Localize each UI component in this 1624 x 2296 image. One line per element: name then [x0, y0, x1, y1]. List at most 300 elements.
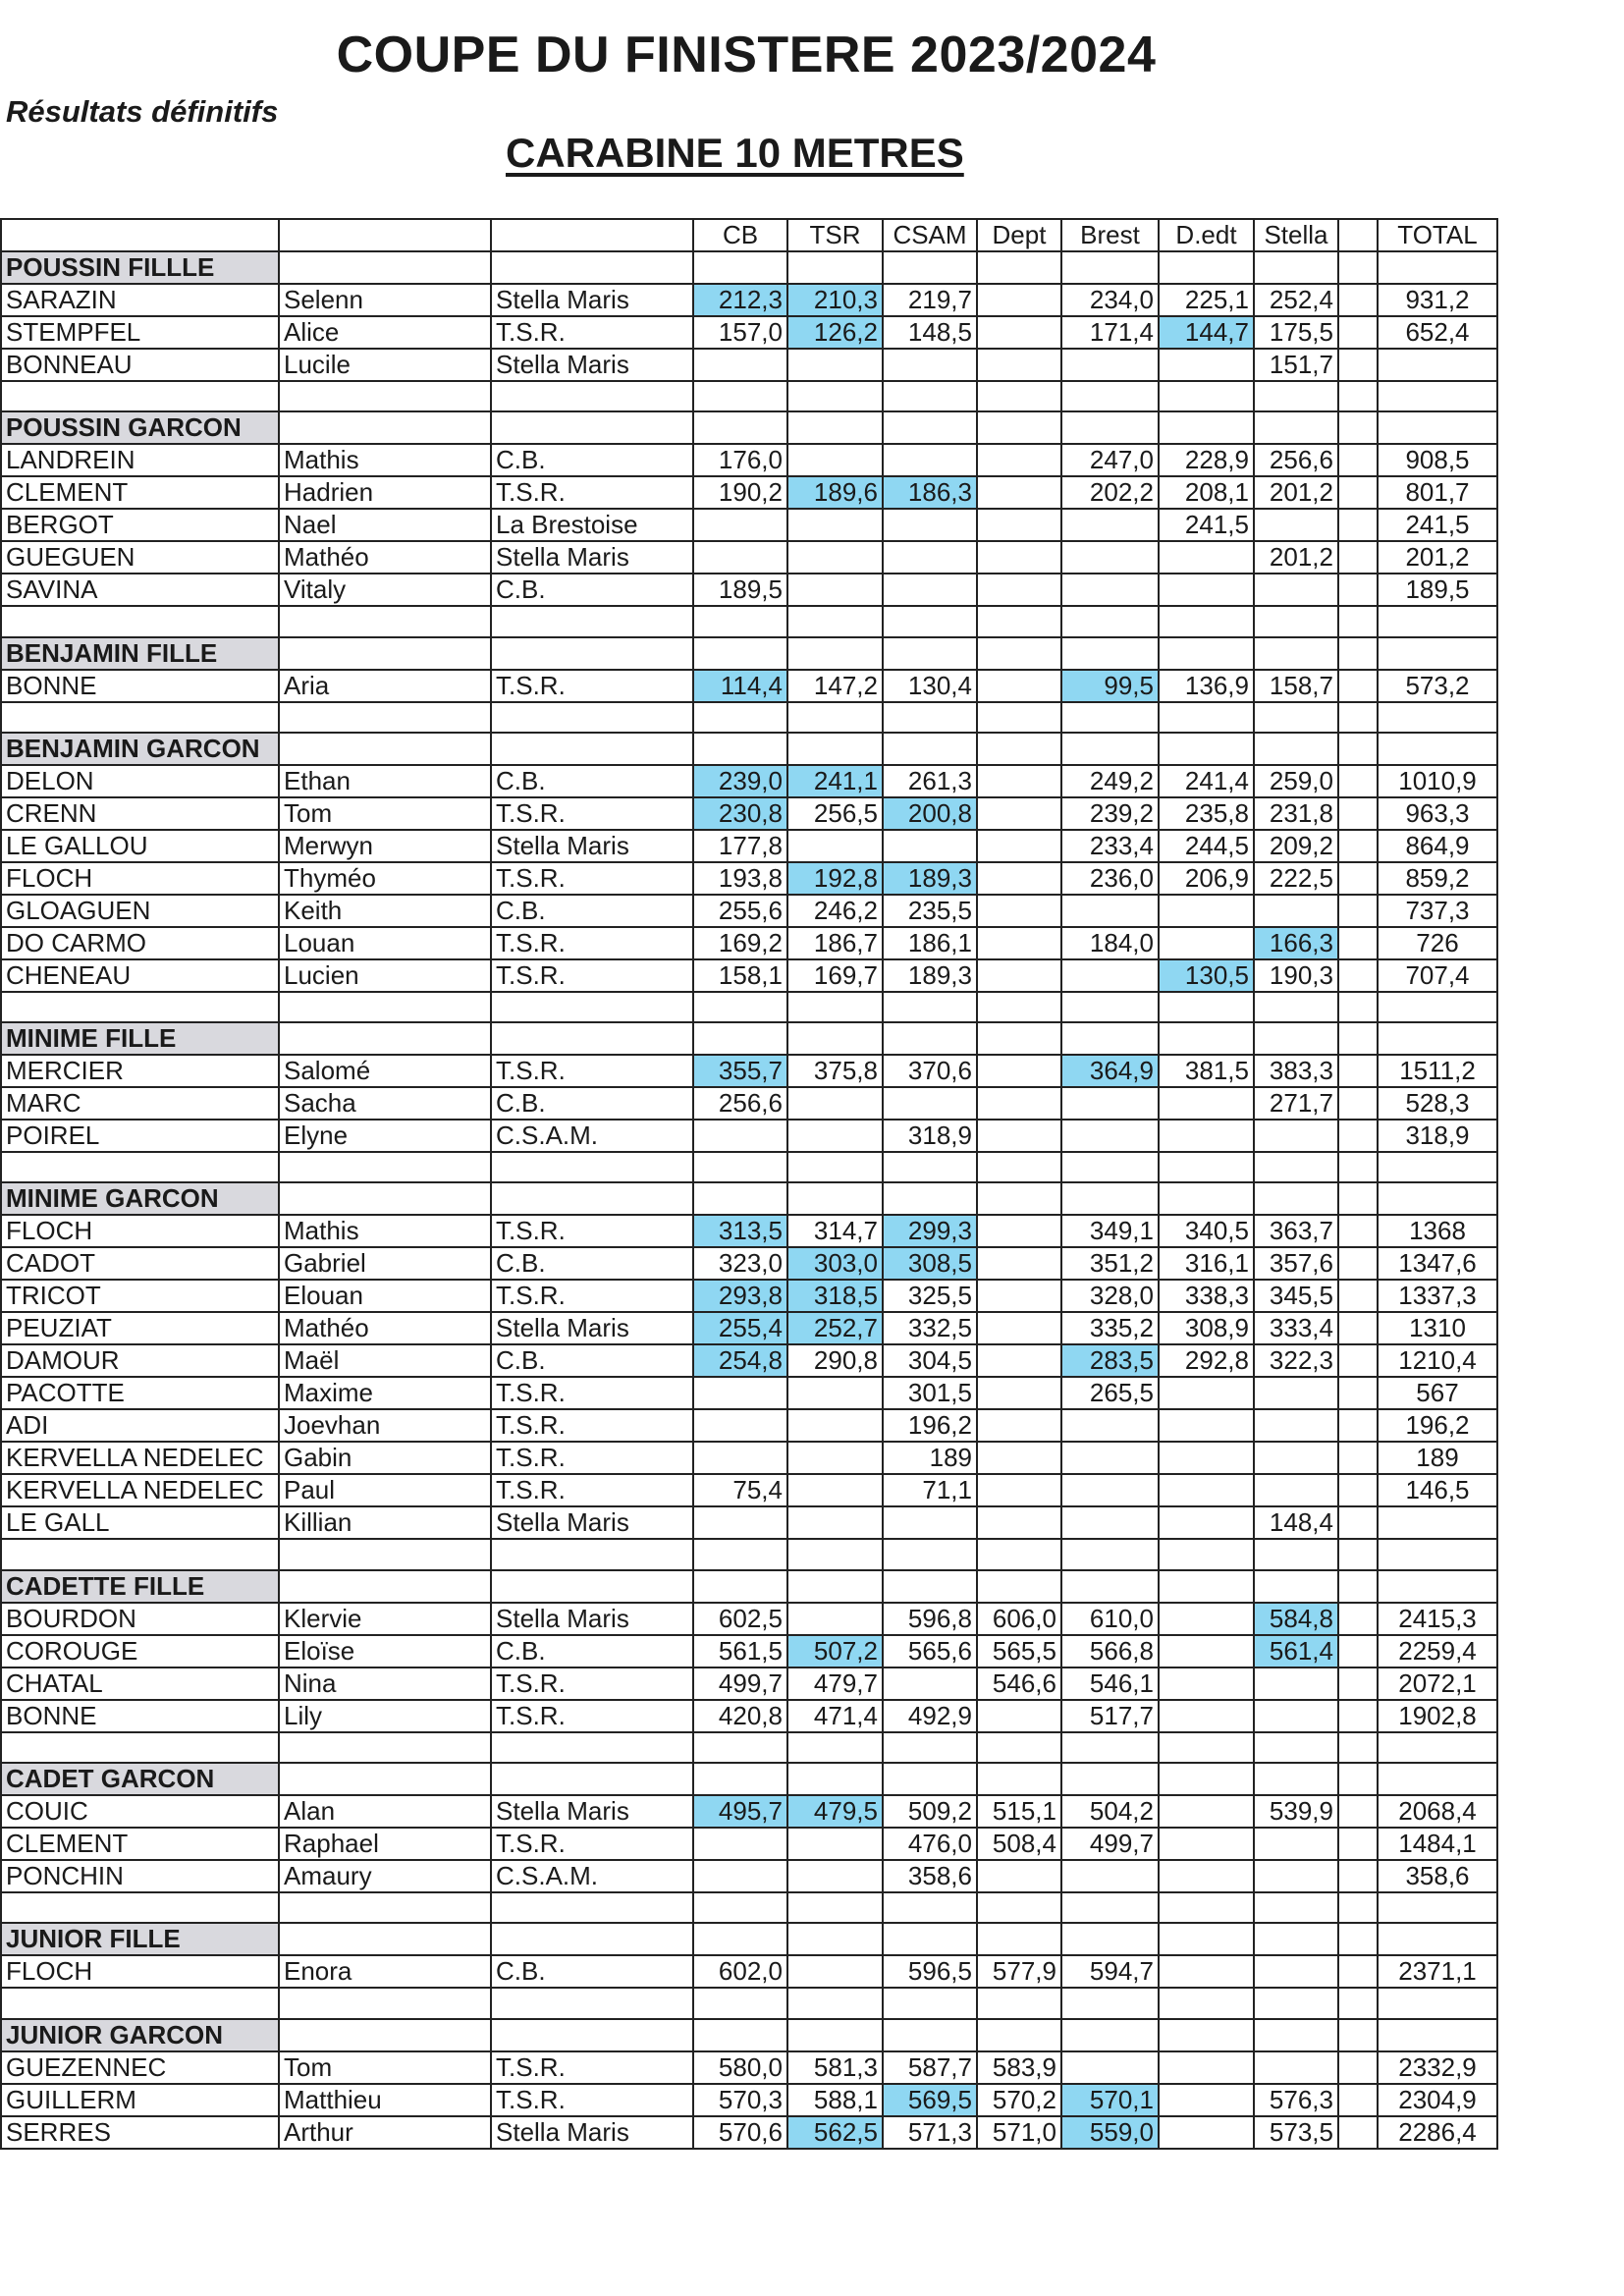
- first-name: Klervie: [279, 1603, 491, 1635]
- empty-cell: [1159, 2019, 1254, 2051]
- empty-cell: [1338, 637, 1378, 670]
- empty-cell: [1254, 2019, 1338, 2051]
- empty-cell: [1, 1892, 279, 1923]
- score-cell: [787, 1474, 883, 1506]
- empty-cell: [693, 1152, 787, 1182]
- column-header: [491, 219, 693, 251]
- club-name: C.B.: [491, 895, 693, 927]
- score-cell: [977, 1247, 1061, 1280]
- empty-cell: [1061, 1763, 1159, 1795]
- score-cell: 210,3: [787, 284, 883, 316]
- club-name: Stella Maris: [491, 349, 693, 381]
- score-cell: 222,5: [1254, 862, 1338, 895]
- first-name: Elouan: [279, 1280, 491, 1312]
- score-cell: 176,0: [693, 444, 787, 476]
- empty-cell: [787, 1923, 883, 1955]
- empty-cell: [1338, 2116, 1378, 2149]
- score-cell: [1159, 1506, 1254, 1539]
- score-cell: [1159, 2084, 1254, 2116]
- empty-cell: [1338, 1795, 1378, 1828]
- total-cell: 189,5: [1378, 574, 1497, 606]
- score-cell: [977, 830, 1061, 862]
- score-cell: [1061, 895, 1159, 927]
- table-row: [1, 862, 1497, 895]
- total-cell: 1347,6: [1378, 1247, 1497, 1280]
- empty-cell: [1159, 992, 1254, 1022]
- score-cell: 235,8: [1159, 797, 1254, 830]
- score-cell: 241,1: [787, 765, 883, 797]
- empty-cell: [977, 1923, 1061, 1955]
- score-cell: [1254, 1377, 1338, 1409]
- score-cell: [883, 1506, 977, 1539]
- last-name: DELON: [1, 765, 279, 797]
- score-cell: [1254, 1120, 1338, 1152]
- empty-cell: [1338, 1955, 1378, 1988]
- empty-cell: [279, 606, 491, 636]
- score-cell: 256,5: [787, 797, 883, 830]
- club-name: T.S.R.: [491, 797, 693, 830]
- spacer-row: [1, 1988, 1497, 2018]
- first-name: Paul: [279, 1474, 491, 1506]
- column-header: CSAM: [883, 219, 977, 251]
- empty-cell: [977, 1182, 1061, 1215]
- score-cell: [693, 1506, 787, 1539]
- empty-cell: [1061, 1022, 1159, 1055]
- last-name: CHATAL: [1, 1667, 279, 1700]
- score-cell: [977, 1280, 1061, 1312]
- score-cell: 492,9: [883, 1700, 977, 1732]
- empty-cell: [1378, 1988, 1497, 2018]
- score-cell: 193,8: [693, 862, 787, 895]
- empty-cell: [1338, 1570, 1378, 1603]
- empty-cell: [1338, 606, 1378, 636]
- score-cell: 186,3: [883, 476, 977, 509]
- last-name: LE GALLOU: [1, 830, 279, 862]
- category-row: [1, 1570, 1497, 1603]
- table-row: [1, 1667, 1497, 1700]
- score-cell: [977, 1344, 1061, 1377]
- first-name: Louan: [279, 927, 491, 959]
- score-cell: 169,7: [787, 959, 883, 992]
- first-name: Lucile: [279, 349, 491, 381]
- empty-cell: [1254, 251, 1338, 284]
- score-cell: 515,1: [977, 1795, 1061, 1828]
- empty-cell: [1, 702, 279, 733]
- score-cell: 355,7: [693, 1055, 787, 1087]
- score-cell: [1159, 1603, 1254, 1635]
- category-label: BENJAMIN GARCON: [1, 733, 279, 765]
- club-name: La Brestoise: [491, 509, 693, 541]
- score-cell: [1159, 1860, 1254, 1892]
- score-cell: [787, 1860, 883, 1892]
- empty-cell: [883, 1570, 977, 1603]
- total-cell: 2259,4: [1378, 1635, 1497, 1667]
- score-cell: [1159, 541, 1254, 574]
- score-cell: [977, 1700, 1061, 1732]
- table-row: [1, 1280, 1497, 1312]
- score-cell: 99,5: [1061, 670, 1159, 702]
- score-cell: 570,6: [693, 2116, 787, 2149]
- table-row: [1, 1474, 1497, 1506]
- empty-cell: [693, 1892, 787, 1923]
- score-cell: [883, 444, 977, 476]
- empty-cell: [693, 1182, 787, 1215]
- score-cell: 325,5: [883, 1280, 977, 1312]
- empty-cell: [1061, 1923, 1159, 1955]
- empty-cell: [1159, 381, 1254, 411]
- last-name: BOURDON: [1, 1603, 279, 1635]
- score-cell: [1254, 1474, 1338, 1506]
- score-cell: [1061, 1442, 1159, 1474]
- empty-cell: [1338, 1506, 1378, 1539]
- score-cell: 236,0: [1061, 862, 1159, 895]
- empty-cell: [1338, 1442, 1378, 1474]
- last-name: GUEZENNEC: [1, 2051, 279, 2084]
- empty-cell: [693, 2019, 787, 2051]
- empty-cell: [883, 1892, 977, 1923]
- empty-cell: [1159, 1570, 1254, 1603]
- score-cell: [693, 1860, 787, 1892]
- empty-cell: [1254, 381, 1338, 411]
- empty-cell: [1378, 1152, 1497, 1182]
- score-cell: 148,5: [883, 316, 977, 349]
- score-cell: 206,9: [1159, 862, 1254, 895]
- last-name: CADOT: [1, 1247, 279, 1280]
- score-cell: [1254, 1442, 1338, 1474]
- empty-cell: [1338, 2019, 1378, 2051]
- empty-cell: [1, 992, 279, 1022]
- club-name: T.S.R.: [491, 1828, 693, 1860]
- empty-cell: [977, 411, 1061, 444]
- empty-cell: [1254, 606, 1338, 636]
- score-cell: [1254, 1700, 1338, 1732]
- last-name: PEUZIAT: [1, 1312, 279, 1344]
- score-cell: [977, 1055, 1061, 1087]
- score-cell: 357,6: [1254, 1247, 1338, 1280]
- last-name: TRICOT: [1, 1280, 279, 1312]
- club-name: C.B.: [491, 574, 693, 606]
- score-cell: [787, 349, 883, 381]
- empty-cell: [883, 1923, 977, 1955]
- score-cell: 231,8: [1254, 797, 1338, 830]
- last-name: GUEGUEN: [1, 541, 279, 574]
- table-row: [1, 2051, 1497, 2084]
- score-cell: 351,2: [1061, 1247, 1159, 1280]
- score-cell: 479,7: [787, 1667, 883, 1700]
- last-name: BONNEAU: [1, 349, 279, 381]
- first-name: Hadrien: [279, 476, 491, 509]
- empty-cell: [1378, 1539, 1497, 1569]
- empty-cell: [693, 1732, 787, 1763]
- table-row: [1, 765, 1497, 797]
- score-cell: 177,8: [693, 830, 787, 862]
- score-cell: 573,5: [1254, 2116, 1338, 2149]
- last-name: PACOTTE: [1, 1377, 279, 1409]
- score-cell: 190,2: [693, 476, 787, 509]
- last-name: GLOAGUEN: [1, 895, 279, 927]
- category-label: POUSSIN GARCON: [1, 411, 279, 444]
- score-cell: 570,1: [1061, 2084, 1159, 2116]
- empty-cell: [1338, 381, 1378, 411]
- last-name: DAMOUR: [1, 1344, 279, 1377]
- last-name: FLOCH: [1, 862, 279, 895]
- column-header: Stella: [1254, 219, 1338, 251]
- score-cell: [787, 509, 883, 541]
- category-label: MINIME GARCON: [1, 1182, 279, 1215]
- club-name: T.S.R.: [491, 1280, 693, 1312]
- page-subtitle: Résultats définitifs: [6, 94, 279, 129]
- empty-cell: [1338, 1732, 1378, 1763]
- spacer-row: [1, 1539, 1497, 1569]
- empty-cell: [279, 1923, 491, 1955]
- last-name: KERVELLA NEDELEC: [1, 1442, 279, 1474]
- first-name: Arthur: [279, 2116, 491, 2149]
- empty-cell: [1378, 1763, 1497, 1795]
- score-cell: [977, 927, 1061, 959]
- score-cell: [1254, 509, 1338, 541]
- empty-cell: [787, 606, 883, 636]
- score-cell: [883, 1087, 977, 1120]
- table-row: [1, 1247, 1497, 1280]
- first-name: Salomé: [279, 1055, 491, 1087]
- empty-cell: [787, 1892, 883, 1923]
- empty-cell: [977, 1022, 1061, 1055]
- spacer-row: [1, 1892, 1497, 1923]
- table-row: [1, 1055, 1497, 1087]
- club-name: T.S.R.: [491, 1442, 693, 1474]
- score-cell: 151,7: [1254, 349, 1338, 381]
- table-row: [1, 509, 1497, 541]
- first-name: Raphael: [279, 1828, 491, 1860]
- spacer-row: [1, 1732, 1497, 1763]
- first-name: Matthieu: [279, 2084, 491, 2116]
- last-name: GUILLERM: [1, 2084, 279, 2116]
- score-cell: [1061, 2051, 1159, 2084]
- empty-cell: [1061, 1892, 1159, 1923]
- empty-cell: [787, 1022, 883, 1055]
- empty-cell: [1159, 1182, 1254, 1215]
- empty-cell: [693, 606, 787, 636]
- empty-cell: [1338, 1055, 1378, 1087]
- score-cell: [1159, 2116, 1254, 2149]
- empty-cell: [1159, 1923, 1254, 1955]
- empty-cell: [1378, 1570, 1497, 1603]
- score-cell: [977, 284, 1061, 316]
- score-cell: [787, 574, 883, 606]
- empty-cell: [491, 733, 693, 765]
- table-row: [1, 1955, 1497, 1988]
- club-name: T.S.R.: [491, 1377, 693, 1409]
- last-name: FLOCH: [1, 1215, 279, 1247]
- score-cell: 304,5: [883, 1344, 977, 1377]
- score-cell: 219,7: [883, 284, 977, 316]
- empty-cell: [491, 1988, 693, 2018]
- empty-cell: [1061, 702, 1159, 733]
- table-row: [1, 541, 1497, 574]
- empty-cell: [883, 1152, 977, 1182]
- score-cell: [1159, 895, 1254, 927]
- score-cell: [977, 765, 1061, 797]
- empty-cell: [1338, 574, 1378, 606]
- empty-cell: [883, 1763, 977, 1795]
- score-cell: 175,5: [1254, 316, 1338, 349]
- score-cell: [977, 797, 1061, 830]
- score-cell: [1159, 1700, 1254, 1732]
- score-cell: [977, 541, 1061, 574]
- club-name: C.S.A.M.: [491, 1120, 693, 1152]
- empty-cell: [1338, 1988, 1378, 2018]
- empty-cell: [693, 1570, 787, 1603]
- empty-cell: [693, 992, 787, 1022]
- first-name: Elyne: [279, 1120, 491, 1152]
- empty-cell: [491, 1570, 693, 1603]
- empty-cell: [1254, 637, 1338, 670]
- empty-cell: [977, 1539, 1061, 1569]
- table-row: [1, 1860, 1497, 1892]
- score-cell: [883, 509, 977, 541]
- category-label: CADET GARCON: [1, 1763, 279, 1795]
- empty-cell: [1254, 1732, 1338, 1763]
- last-name: ADI: [1, 1409, 279, 1442]
- score-cell: [787, 1377, 883, 1409]
- score-cell: [977, 1377, 1061, 1409]
- empty-cell: [1254, 702, 1338, 733]
- category-row: [1, 733, 1497, 765]
- empty-cell: [1061, 1182, 1159, 1215]
- total-cell: 2415,3: [1378, 1603, 1497, 1635]
- score-cell: 234,0: [1061, 284, 1159, 316]
- empty-cell: [1, 1732, 279, 1763]
- score-cell: 596,5: [883, 1955, 977, 1988]
- first-name: Vitaly: [279, 574, 491, 606]
- score-cell: [1159, 1442, 1254, 1474]
- empty-cell: [279, 702, 491, 733]
- empty-cell: [1, 1152, 279, 1182]
- total-cell: 908,5: [1378, 444, 1497, 476]
- first-name: Nael: [279, 509, 491, 541]
- empty-cell: [1338, 1892, 1378, 1923]
- empty-cell: [279, 381, 491, 411]
- discipline-heading: CARABINE 10 METRES: [506, 130, 964, 176]
- empty-cell: [491, 1892, 693, 1923]
- empty-cell: [1378, 637, 1497, 670]
- category-label: JUNIOR FILLE: [1, 1923, 279, 1955]
- score-cell: 208,1: [1159, 476, 1254, 509]
- score-cell: 235,5: [883, 895, 977, 927]
- score-cell: [977, 1506, 1061, 1539]
- club-name: C.B.: [491, 765, 693, 797]
- column-header: D.edt: [1159, 219, 1254, 251]
- empty-cell: [1061, 381, 1159, 411]
- empty-cell: [1159, 1763, 1254, 1795]
- score-cell: [977, 349, 1061, 381]
- first-name: Amaury: [279, 1860, 491, 1892]
- empty-cell: [1254, 1152, 1338, 1182]
- empty-cell: [693, 381, 787, 411]
- empty-cell: [883, 2019, 977, 2051]
- empty-cell: [1254, 1539, 1338, 1569]
- score-cell: [1159, 1795, 1254, 1828]
- empty-cell: [787, 1152, 883, 1182]
- score-cell: 75,4: [693, 1474, 787, 1506]
- first-name: Alice: [279, 316, 491, 349]
- total-cell: 2371,1: [1378, 1955, 1497, 1988]
- score-cell: 255,4: [693, 1312, 787, 1344]
- empty-cell: [787, 251, 883, 284]
- score-cell: 130,5: [1159, 959, 1254, 992]
- last-name: STEMPFEL: [1, 316, 279, 349]
- score-cell: 587,7: [883, 2051, 977, 2084]
- empty-cell: [1338, 797, 1378, 830]
- score-cell: 252,7: [787, 1312, 883, 1344]
- score-cell: 565,5: [977, 1635, 1061, 1667]
- empty-cell: [1338, 316, 1378, 349]
- club-name: T.S.R.: [491, 316, 693, 349]
- empty-cell: [1338, 2051, 1378, 2084]
- spacer-row: [1, 606, 1497, 636]
- table-row: [1, 574, 1497, 606]
- empty-cell: [1338, 1763, 1378, 1795]
- score-cell: [977, 1409, 1061, 1442]
- empty-cell: [1061, 2019, 1159, 2051]
- table-row: [1, 1506, 1497, 1539]
- score-cell: [977, 316, 1061, 349]
- score-cell: 583,9: [977, 2051, 1061, 2084]
- first-name: Eloïse: [279, 1635, 491, 1667]
- empty-cell: [883, 1732, 977, 1763]
- last-name: BONNE: [1, 670, 279, 702]
- score-cell: [977, 1087, 1061, 1120]
- score-cell: [1159, 1120, 1254, 1152]
- score-cell: 241,4: [1159, 765, 1254, 797]
- score-cell: 479,5: [787, 1795, 883, 1828]
- table-row: [1, 1409, 1497, 1442]
- club-name: T.S.R.: [491, 2051, 693, 2084]
- score-cell: 171,4: [1061, 316, 1159, 349]
- first-name: Thyméo: [279, 862, 491, 895]
- last-name: FLOCH: [1, 1955, 279, 1988]
- club-name: T.S.R.: [491, 1700, 693, 1732]
- empty-cell: [1338, 284, 1378, 316]
- club-name: Stella Maris: [491, 541, 693, 574]
- empty-cell: [491, 606, 693, 636]
- score-cell: 166,3: [1254, 927, 1338, 959]
- table-row: [1, 927, 1497, 959]
- score-cell: 581,3: [787, 2051, 883, 2084]
- score-cell: [1061, 1474, 1159, 1506]
- category-label: CADETTE FILLE: [1, 1570, 279, 1603]
- total-cell: 2286,4: [1378, 2116, 1497, 2149]
- table-row: [1, 1635, 1497, 1667]
- score-cell: 383,3: [1254, 1055, 1338, 1087]
- last-name: DO CARMO: [1, 927, 279, 959]
- club-name: C.B.: [491, 1087, 693, 1120]
- last-name: MARC: [1, 1087, 279, 1120]
- club-name: T.S.R.: [491, 1667, 693, 1700]
- empty-cell: [1159, 1732, 1254, 1763]
- last-name: COUIC: [1, 1795, 279, 1828]
- score-cell: 499,7: [693, 1667, 787, 1700]
- column-header-row: [1, 219, 1497, 251]
- empty-cell: [1338, 1828, 1378, 1860]
- score-cell: 186,7: [787, 927, 883, 959]
- score-cell: 332,5: [883, 1312, 977, 1344]
- table-row: [1, 1603, 1497, 1635]
- score-cell: [693, 1377, 787, 1409]
- empty-cell: [1, 606, 279, 636]
- empty-cell: [977, 1892, 1061, 1923]
- last-name: POIREL: [1, 1120, 279, 1152]
